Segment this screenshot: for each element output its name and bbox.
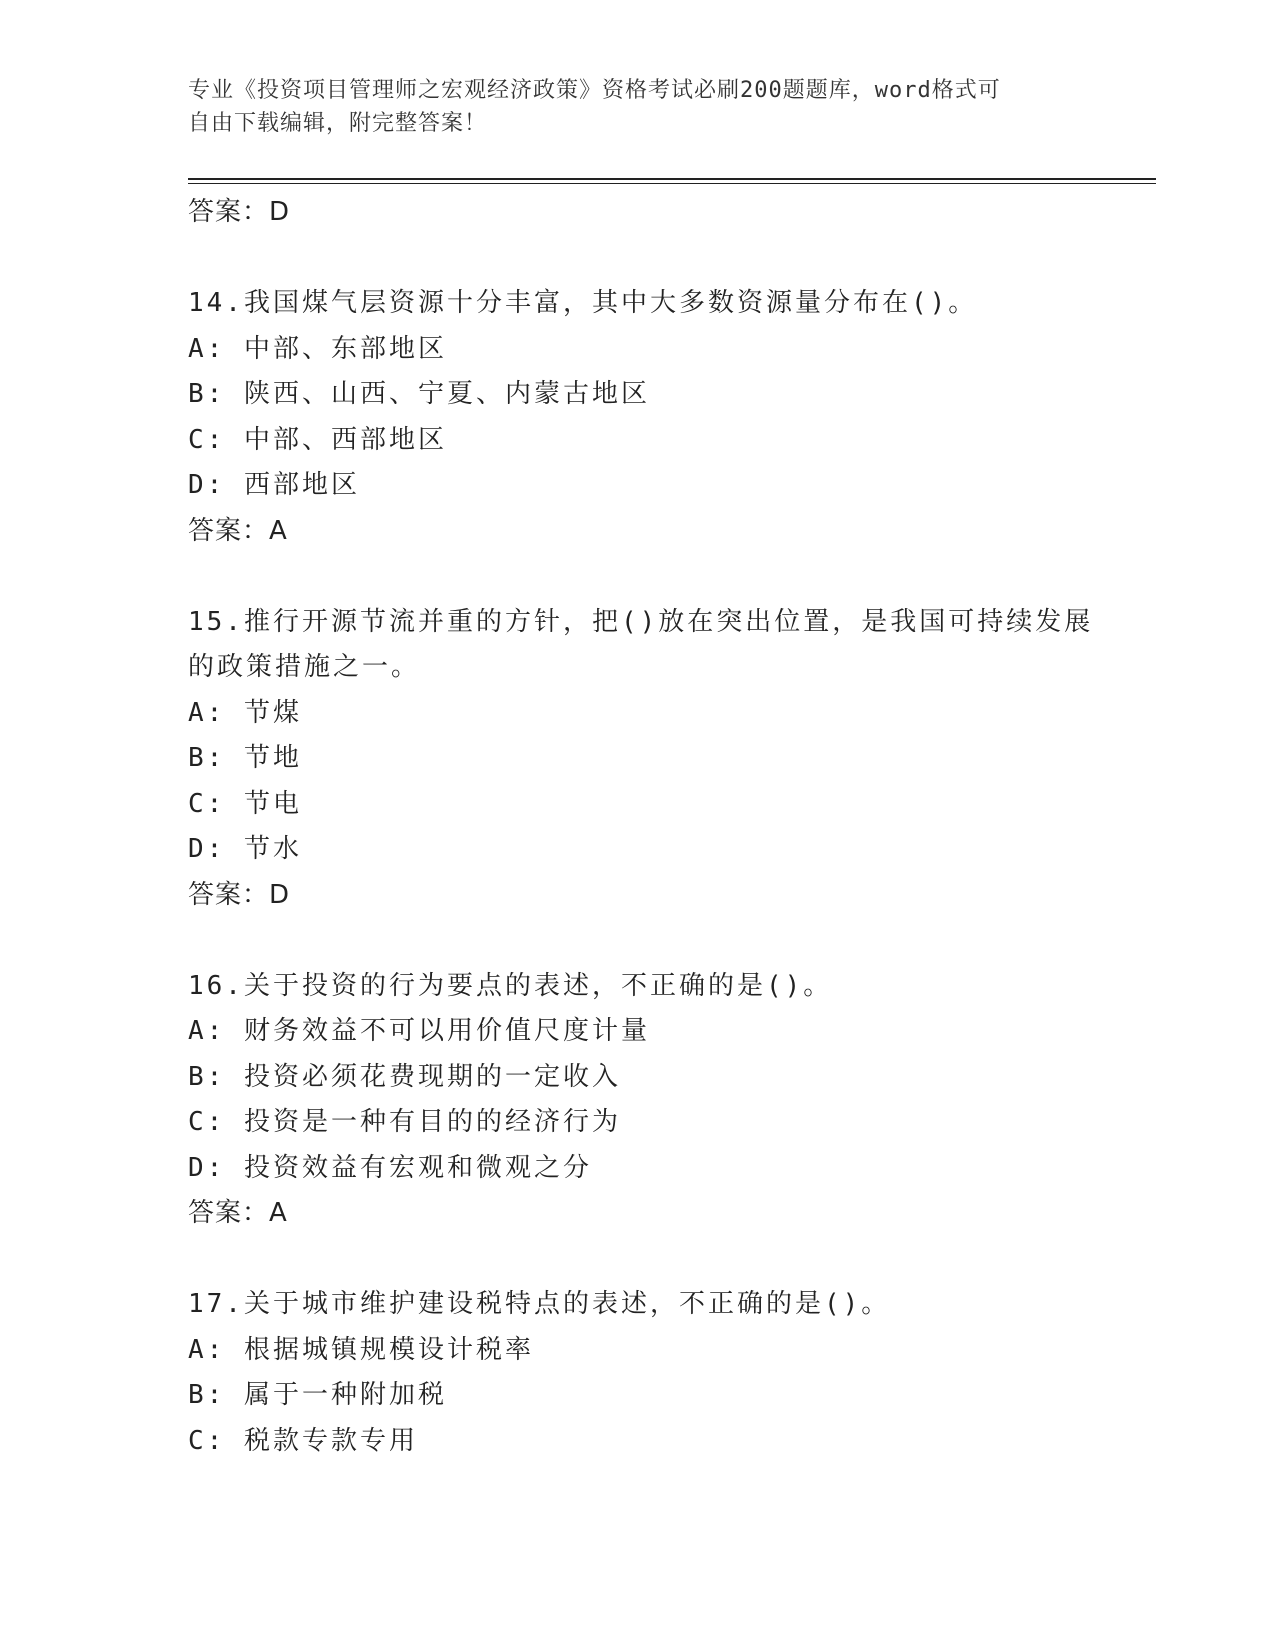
option-c: C: 节电 <box>188 788 302 819</box>
answer-label: 答案：D <box>188 879 291 910</box>
spacer <box>188 918 1088 964</box>
option-b: B: 属于一种附加税 <box>188 1380 447 1410</box>
question-stem: 14.我国煤气层资源十分丰富，其中大多数资源量分布在()。 <box>188 288 978 318</box>
option-b: B: 投资必须花费现期的一定收入 <box>188 1061 621 1092</box>
question-stem: 17.关于城市维护建设税特点的表述，不正确的是()。 <box>188 1289 891 1319</box>
question-list <box>188 190 1094 1464</box>
header-divider-thin <box>188 183 1156 184</box>
option-c: C: 中部、西部地区 <box>188 424 447 455</box>
option-c: C: 投资是一种有目的的经济行为 <box>188 1107 621 1137</box>
option-b: B: 陕西、山西、宁夏、内蒙古地区 <box>188 379 650 409</box>
option-d: D: 节水 <box>188 834 302 864</box>
question-block <box>188 964 1088 1237</box>
option-d: D: 投资效益有宏观和微观之分 <box>188 1152 592 1183</box>
spacer <box>188 236 1088 282</box>
spacer <box>188 1237 1088 1283</box>
question-stem: 16.关于投资的行为要点的表述，不正确的是()。 <box>188 970 833 1001</box>
option-a: A: 根据城镇规模设计税率 <box>188 1334 534 1365</box>
option-b: B: 节地 <box>188 743 302 773</box>
option-d: D: 西部地区 <box>188 470 360 500</box>
answer-label: 答案：A <box>188 515 288 546</box>
spacer <box>188 554 1088 600</box>
previous-answer: 答案：D <box>188 197 291 227</box>
question-stem: 15.推行开源节流并重的方针，把()放在突出位置，是我国可持续发展 <box>188 606 1094 637</box>
option-a: A: 财务效益不可以用价值尺度计量 <box>188 1016 650 1046</box>
header-line-1: 专业《投资项目管理师之宏观经济政策》资格考试必刷200题题库，word格式可 <box>188 78 1001 103</box>
page-header <box>188 74 1088 140</box>
question-stem-continued: 的政策措施之一。 <box>188 652 421 682</box>
question-block <box>188 281 1088 554</box>
option-a: A: 中部、东部地区 <box>188 333 447 364</box>
answer-label: 答案：A <box>188 1198 288 1228</box>
question-block <box>188 1282 1088 1464</box>
question-block <box>188 600 1094 919</box>
header-divider-thick <box>188 178 1156 180</box>
option-c: C: 税款专款专用 <box>188 1425 418 1456</box>
header-line-2: 自由下载编辑，附完整答案！ <box>188 111 488 136</box>
option-a: A: 节煤 <box>188 697 302 728</box>
